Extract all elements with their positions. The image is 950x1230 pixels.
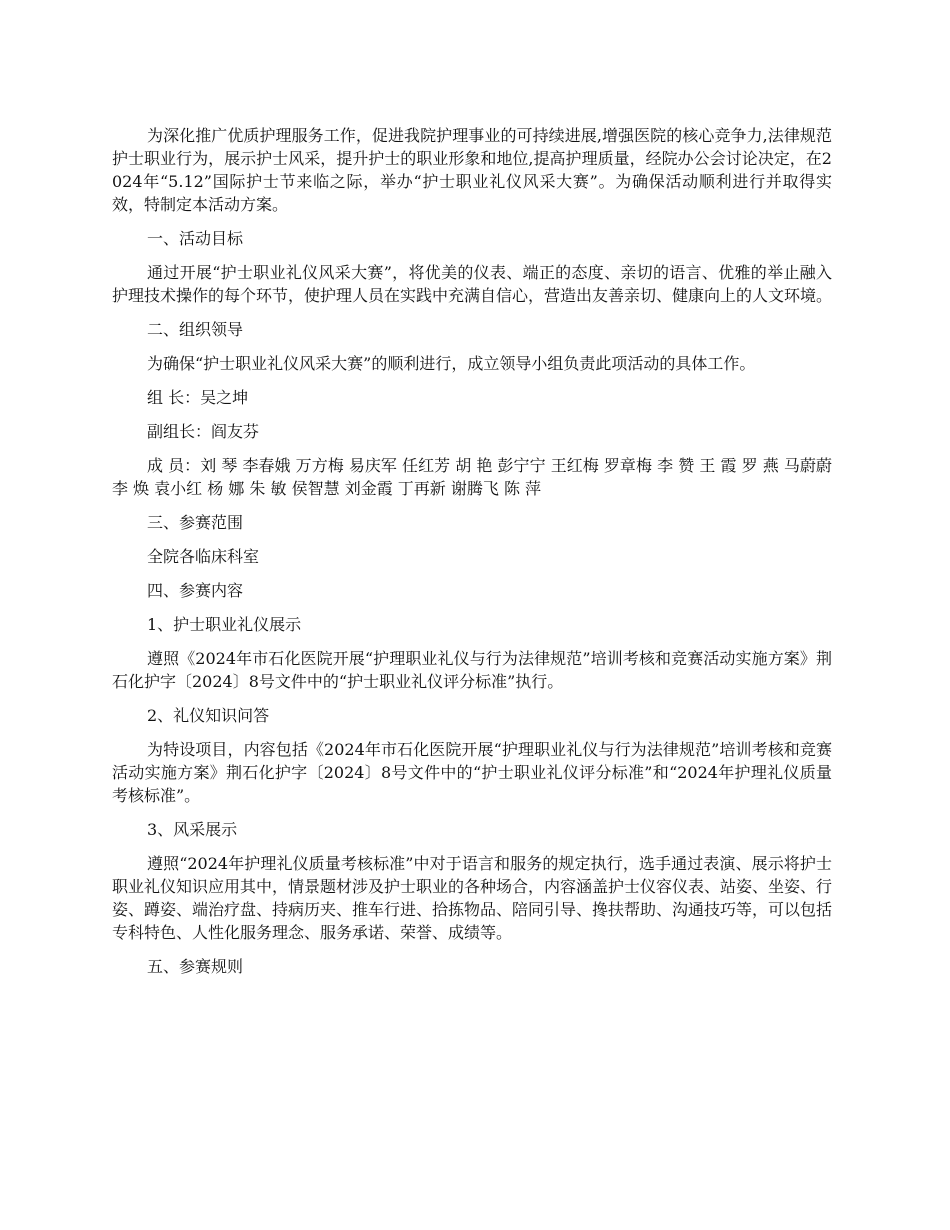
- section-heading-content: 四、参赛内容: [147, 581, 244, 600]
- knowledge-quiz-paragraph: 为特设项目，内容包括《2024年市石化医院开展“护理职业礼仪与行为法律规范”培训考核和竞赛活动实施方案》荆石化护字〔2024〕8号文件中的“护士职业礼仪评分标准”和“2024年护理礼仪质量考核标准”。: [112, 740, 832, 805]
- deputy-leader-line: 副组长：阎友芬: [147, 422, 260, 441]
- section-heading-goals: 一、活动目标: [147, 229, 244, 248]
- section-heading-scope: 三、参赛范围: [147, 513, 244, 532]
- goals-paragraph: 通过开展“护士职业礼仪风采大赛”，将优美的仪表、端正的态度、亲切的语言、优雅的举止融入护理技术操作的每个环节，使护理人员在实践中充满自信心，营造出友善亲切、健康向上的人文环境。: [112, 263, 833, 305]
- etiquette-display-paragraph: 遵照《2024年市石化医院开展“护理职业礼仪与行为法律规范”培训考核和竞赛活动实施方案》荆石化护字〔2024〕8号文件中的“护士职业礼仪评分标准”执行。: [112, 649, 832, 691]
- organization-paragraph: 为确保“护士职业礼仪风采大赛”的顺利进行，成立领导小组负责此项活动的具体工作。: [147, 354, 756, 373]
- document-page: [112, 124, 832, 989]
- style-show-paragraph: 遵照“2024年护理礼仪质量考核标准”中对于语言和服务的规定执行，选手通过表演、展示将护士职业礼仪知识应用其中，情景题材涉及护士职业的各种场合，内容涵盖护士仪容仪表、站姿、坐姿、行姿、蹲姿、端治疗盘、持病历夹、推车行进、拾拣物品、陪同引导、搀扶帮助、沟通技巧等，可以包括专科特色、人性化服务理念、服务承诺、荣誉、成绩等。: [112, 854, 833, 942]
- section-heading-organization: 二、组织领导: [147, 320, 244, 339]
- team-leader-line: 组 长：吴之坤: [147, 388, 249, 407]
- members-paragraph: 成 员：刘 琴 李春娥 万方梅 易庆军 任红芳 胡 艳 彭宁宁 王红梅 罗章梅 李 赞 王 霞 罗 燕 马蔚蔚 李 焕 袁小红 杨 娜 朱 敏 侯智慧 刘金霞 丁再新 谢腾飞 陈 萍: [112, 456, 832, 498]
- subheading-etiquette-display: 1、护士职业礼仪展示: [147, 615, 302, 634]
- scope-line: 全院各临床科室: [147, 547, 260, 566]
- subheading-knowledge-quiz: 2、礼仪知识问答: [147, 706, 270, 725]
- intro-paragraph: 为深化推广优质护理服务工作，促进我院护理事业的可持续进展,增强医院的核心竞争力,法律规范护士职业行为，展示护士风采，提升护士的职业形象和地位,提高护理质量，经院办公会讨论决定，在2024年“5.12”国际护士节来临之际，举办“护士职业礼仪风采大赛”。为确保活动顺利进行并取得实效，特制定本活动方案。: [112, 126, 832, 214]
- subheading-style-show: 3、风采展示: [147, 820, 238, 839]
- section-heading-rules: 五、参赛规则: [147, 957, 244, 976]
